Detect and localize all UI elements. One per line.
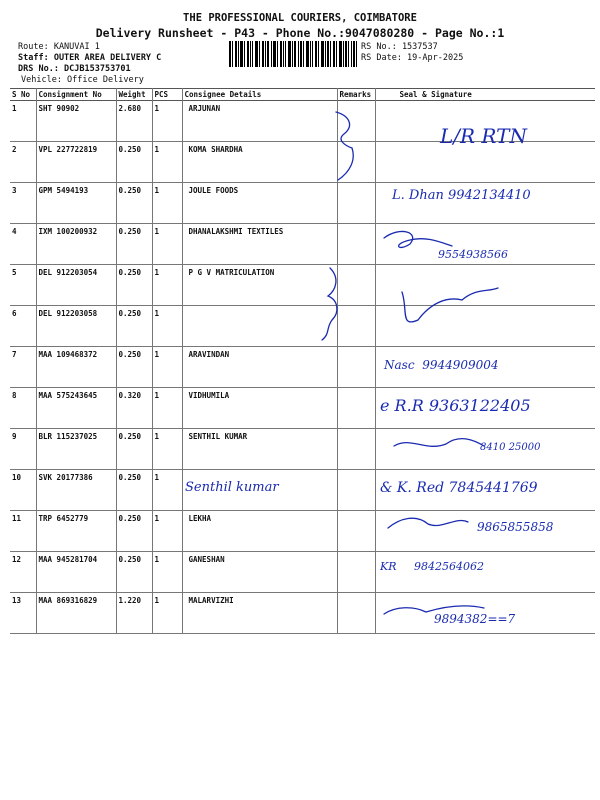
phone-row12: 9842564062 <box>413 560 484 573</box>
pcs: 1 <box>152 224 182 265</box>
weight: 0.250 <box>116 142 152 183</box>
weight: 0.250 <box>116 306 152 347</box>
signature-row7 <box>384 358 499 372</box>
remarks <box>337 224 375 265</box>
phone-row3: 9942134410 <box>447 188 531 203</box>
signature-name: Nasc <box>384 358 415 372</box>
consignee: KOMA SHARDHA <box>182 142 337 183</box>
runsheet-table <box>10 88 595 634</box>
consignment-no: MAA 945281704 <box>36 552 116 593</box>
remarks <box>337 552 375 593</box>
pcs: 1 <box>152 142 182 183</box>
weight: 0.250 <box>116 552 152 593</box>
consignee: VIDHUMILA <box>182 388 337 429</box>
remarks <box>337 306 375 347</box>
remarks <box>337 388 375 429</box>
weight: 0.250 <box>116 511 152 552</box>
remarks <box>337 347 375 388</box>
weight: 0.250 <box>116 183 152 224</box>
col-signature: Seal & Signature <box>399 90 472 99</box>
consignee: LEKHA <box>182 511 337 552</box>
pcs: 1 <box>152 388 182 429</box>
signature-row2: L/R RTN <box>440 124 527 148</box>
pcs: 1 <box>152 101 182 142</box>
pcs: 1 <box>152 429 182 470</box>
table-row <box>10 552 595 593</box>
phone-row4: 9554938566 <box>438 248 508 261</box>
remarks <box>337 265 375 306</box>
remarks <box>337 429 375 470</box>
consignment-no: DEL 912203058 <box>36 306 116 347</box>
sno: 10 <box>10 470 36 511</box>
remarks <box>337 511 375 552</box>
vehicle: Vehicle: Office Delivery <box>21 75 144 85</box>
consignee: SENTHIL KUMAR <box>182 429 337 470</box>
consignment-no: SHT 90902 <box>36 101 116 142</box>
phone-row13: 9894382==7 <box>434 612 516 626</box>
signature-cell <box>375 265 595 306</box>
weight: 0.250 <box>116 224 152 265</box>
remarks <box>337 183 375 224</box>
sno: 6 <box>10 306 36 347</box>
sno: 12 <box>10 552 36 593</box>
weight: 0.320 <box>116 388 152 429</box>
signature-name: L. Dhan <box>392 188 444 203</box>
pcs: 1 <box>152 470 182 511</box>
sno: 5 <box>10 265 36 306</box>
pcs: 1 <box>152 306 182 347</box>
table-header <box>10 89 595 101</box>
sno: 8 <box>10 388 36 429</box>
consignee: GANESHAN <box>182 552 337 593</box>
remarks <box>337 101 375 142</box>
weight: 1.220 <box>116 593 152 634</box>
weight: 0.250 <box>116 429 152 470</box>
sno: 1 <box>10 101 36 142</box>
consignee <box>182 306 337 347</box>
rs-date: RS Date: 19-Apr-2025 <box>361 53 464 63</box>
phone-row11: 9865855858 <box>477 520 554 534</box>
table-row <box>10 265 595 306</box>
sno: 3 <box>10 183 36 224</box>
signature-row10 <box>380 480 538 496</box>
weight: 0.250 <box>116 470 152 511</box>
drs-number: DRS No.: DCJB153753701 <box>18 64 131 74</box>
consignee: MALARVIZHI <box>182 593 337 634</box>
sno: 9 <box>10 429 36 470</box>
phone-row8: 9363122405 <box>428 396 531 415</box>
col-pcs: PCS <box>152 89 182 101</box>
consignee: P G V MATRICULATION <box>182 265 337 306</box>
col-consignee: Consignee Details <box>182 89 337 101</box>
signature-row12 <box>380 560 484 573</box>
phone-row10: 7845441769 <box>448 480 538 496</box>
pcs: 1 <box>152 347 182 388</box>
signature-cell <box>375 306 595 347</box>
consignee: JOULE FOODS <box>182 183 337 224</box>
col-consignment: Consignment No <box>36 89 116 101</box>
pcs: 1 <box>152 183 182 224</box>
handwritten-consignee-row10: Senthil kumar <box>185 480 279 495</box>
col-sno: S No <box>10 89 36 101</box>
signature-name: & K. Red <box>380 480 445 496</box>
pcs: 1 <box>152 593 182 634</box>
sno: 13 <box>10 593 36 634</box>
remarks <box>337 593 375 634</box>
signature-name: e R.R <box>380 396 424 415</box>
table-row <box>10 306 595 347</box>
phone-row9: 8410 25000 <box>480 442 541 453</box>
sno: 11 <box>10 511 36 552</box>
phone-row7: 9944909004 <box>422 358 499 372</box>
signature-name: KR <box>380 560 397 573</box>
col-weight: Weight <box>116 89 152 101</box>
sno: 7 <box>10 347 36 388</box>
consignment-no: IXM 100200932 <box>36 224 116 265</box>
pcs: 1 <box>152 511 182 552</box>
remarks <box>337 470 375 511</box>
pcs: 1 <box>152 552 182 593</box>
consignment-no: MAA 575243645 <box>36 388 116 429</box>
weight: 0.250 <box>116 265 152 306</box>
consignee: ARAVINDAN <box>182 347 337 388</box>
staff: Staff: OUTER AREA DELIVERY C <box>18 53 162 63</box>
consignment-no: BLR 115237025 <box>36 429 116 470</box>
consignment-no: VPL 227722819 <box>36 142 116 183</box>
weight: 2.680 <box>116 101 152 142</box>
consignment-no: MAA 109468372 <box>36 347 116 388</box>
remarks <box>337 142 375 183</box>
consignment-no: GPM 5494193 <box>36 183 116 224</box>
weight: 0.250 <box>116 347 152 388</box>
consignee: DHANALAKSHMI TEXTILES <box>182 224 337 265</box>
sno: 2 <box>10 142 36 183</box>
route: Route: KANUVAI 1 <box>18 42 100 52</box>
col-remarks: Remarks <box>337 89 375 101</box>
table-row <box>10 347 595 388</box>
consignment-no: DEL 912203054 <box>36 265 116 306</box>
rs-number: RS No.: 1537537 <box>361 42 438 52</box>
company-name: THE PROFESSIONAL COURIERS, COIMBATORE <box>183 12 417 24</box>
signature-row3 <box>392 188 531 203</box>
barcode <box>229 41 357 67</box>
pcs: 1 <box>152 265 182 306</box>
signature-row8 <box>380 396 531 415</box>
consignment-no: TRP 6452779 <box>36 511 116 552</box>
consignment-no: MAA 869316829 <box>36 593 116 634</box>
consignee: ARJUNAN <box>182 101 337 142</box>
consignment-no: SVK 20177386 <box>36 470 116 511</box>
runsheet-title: Delivery Runsheet - P43 - Phone No.:9047080280 - Page No.:1 <box>95 26 505 40</box>
sno: 4 <box>10 224 36 265</box>
